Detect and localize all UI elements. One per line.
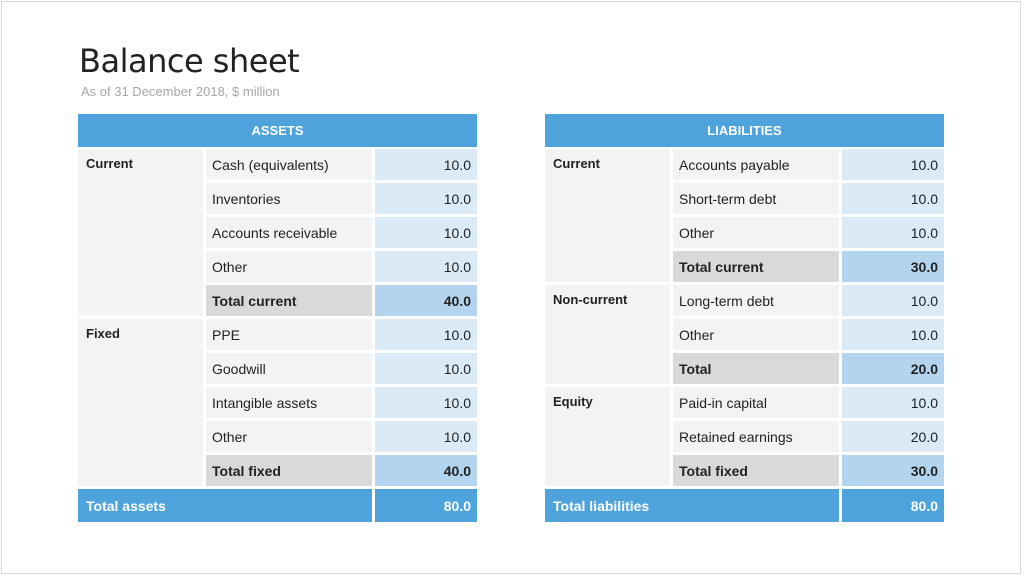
row-label: Intangible assets (206, 387, 372, 418)
row-label: Other (206, 251, 372, 282)
row-value: 10.0 (842, 217, 944, 248)
assets-row (206, 251, 477, 282)
row-value: 30.0 (842, 455, 944, 486)
row-value: 20.0 (842, 421, 944, 452)
row-label: Accounts receivable (206, 217, 372, 248)
liabilities-footer-row (545, 489, 944, 522)
liabilities-total-row (673, 455, 944, 486)
assets-footer-row (78, 489, 477, 522)
footer-value: 80.0 (842, 489, 944, 522)
row-label: Paid-in capital (673, 387, 839, 418)
row-value: 10.0 (375, 183, 477, 214)
liabilities-row (673, 387, 944, 418)
assets-total-row (206, 455, 477, 486)
assets-total-row (206, 285, 477, 316)
row-value: 30.0 (842, 251, 944, 282)
liabilities-row (673, 285, 944, 316)
liabilities-row (673, 217, 944, 248)
row-label: Total fixed (206, 455, 372, 486)
liabilities-row (673, 183, 944, 214)
footer-value: 80.0 (375, 489, 477, 522)
row-label: Total current (206, 285, 372, 316)
row-label: Inventories (206, 183, 372, 214)
row-value: 10.0 (842, 319, 944, 350)
liabilities-row (673, 149, 944, 180)
row-value: 10.0 (375, 353, 477, 384)
page-subtitle: As of 31 December 2018, $ million (81, 84, 280, 99)
row-value: 10.0 (375, 149, 477, 180)
assets-group-label: Fixed (78, 319, 203, 486)
row-value: 10.0 (842, 149, 944, 180)
liabilities-row (673, 421, 944, 452)
row-value: 10.0 (842, 285, 944, 316)
liabilities-group (545, 285, 944, 384)
row-label: Cash (equivalents) (206, 149, 372, 180)
liabilities-group-label: Current (545, 149, 670, 282)
row-label: Retained earnings (673, 421, 839, 452)
assets-header: ASSETS (78, 114, 477, 147)
row-value: 10.0 (375, 387, 477, 418)
row-value: 40.0 (375, 455, 477, 486)
row-value: 40.0 (375, 285, 477, 316)
footer-label: Total liabilities (545, 489, 839, 522)
row-label: Total (673, 353, 839, 384)
row-label: Other (206, 421, 372, 452)
liabilities-group-label: Non-current (545, 285, 670, 384)
liabilities-group-label: Equity (545, 387, 670, 486)
liabilities-header: LIABILITIES (545, 114, 944, 147)
row-label: PPE (206, 319, 372, 350)
assets-group (78, 319, 477, 486)
footer-label: Total assets (78, 489, 372, 522)
assets-row (206, 353, 477, 384)
assets-row (206, 319, 477, 350)
row-label: Total current (673, 251, 839, 282)
page-title: Balance sheet (79, 42, 300, 80)
assets-group-label: Current (78, 149, 203, 316)
assets-row (206, 149, 477, 180)
assets-row (206, 183, 477, 214)
row-label: Other (673, 217, 839, 248)
liabilities-row (673, 319, 944, 350)
row-label: Goodwill (206, 353, 372, 384)
row-value: 10.0 (842, 183, 944, 214)
liabilities-group (545, 387, 944, 486)
row-label: Other (673, 319, 839, 350)
assets-table (78, 114, 477, 514)
liabilities-group (545, 149, 944, 282)
assets-row (206, 421, 477, 452)
row-value: 10.0 (375, 217, 477, 248)
row-label: Total fixed (673, 455, 839, 486)
row-label: Accounts payable (673, 149, 839, 180)
liabilities-total-row (673, 353, 944, 384)
assets-group (78, 149, 477, 316)
liabilities-total-row (673, 251, 944, 282)
row-label: Long-term debt (673, 285, 839, 316)
row-value: 10.0 (842, 387, 944, 418)
row-value: 10.0 (375, 319, 477, 350)
row-label: Short-term debt (673, 183, 839, 214)
row-value: 20.0 (842, 353, 944, 384)
assets-row (206, 387, 477, 418)
liabilities-table (545, 114, 944, 514)
row-value: 10.0 (375, 421, 477, 452)
row-value: 10.0 (375, 251, 477, 282)
assets-row (206, 217, 477, 248)
